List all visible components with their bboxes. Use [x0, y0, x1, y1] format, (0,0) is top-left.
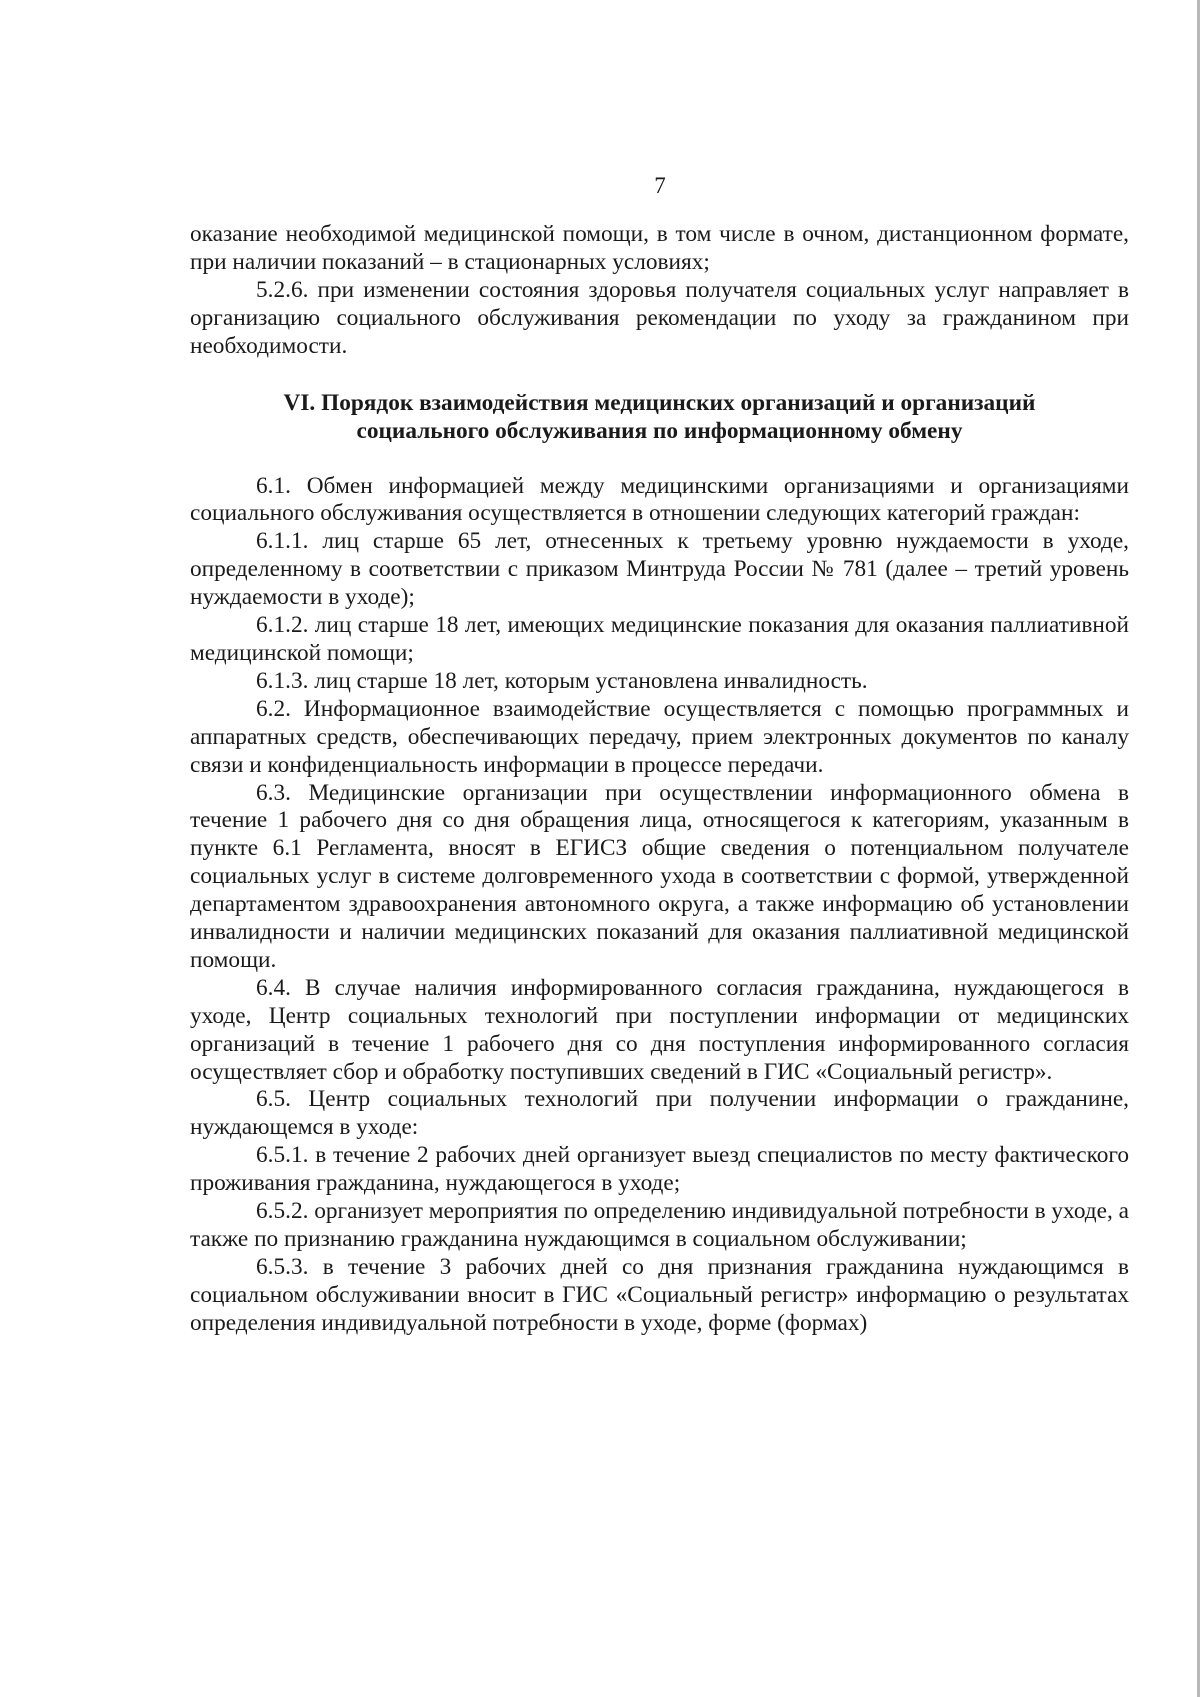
section-heading-line-1: VI. Порядок взаимодействия медицинских организаций и организаций: [283, 389, 1036, 416]
section-heading-line-2: социального обслуживания по информационному обмену: [356, 417, 963, 444]
document-body: [190, 221, 1129, 1338]
page-number: 7: [654, 173, 666, 198]
paragraph-6-5-2: 6.5.2. организует мероприятия по определению индивидуальной потребности в уходе, а также по признанию гражданина нуждающимся в социальном обслуживании;: [190, 1198, 1129, 1252]
paragraph-6-1-1: 6.1.1. лиц старше 65 лет, отнесенных к третьему уровню нуждаемости в уходе, определенному в соответствии с приказом Минтруда России № 781 (далее – третий уровень нуждаемости в уходе);: [190, 528, 1129, 611]
paragraph-6-5-1: 6.5.1. в течение 2 рабочих дней организует выезд специалистов по месту фактического проживания гражданина, нуждающегося в уходе;: [190, 1142, 1129, 1197]
intro-paragraph-1: оказание необходимой медицинской помощи, в том числе в очном, дистанционном формате, при наличии показаний – в стационарных условиях;: [190, 221, 1129, 275]
paragraph-6-4: 6.4. В случае наличия информированного согласия гражданина, нуждающегося в уходе, Центр социальных технологий при поступлении информации от медицинских организаций в течение 1 рабочего дня со дня поступления информированного согласия осуществляет сбор и обработку поступивших сведений в ГИС «Социальный регистр».: [190, 974, 1129, 1085]
paragraph-6-5: 6.5. Центр социальных технологий при получении информации о гражданине, нуждающемся в уходе:: [190, 1086, 1129, 1141]
spacer: [190, 361, 1129, 389]
paragraph-6-5-3: 6.5.3. в течение 3 рабочих дней со дня признания гражданина нуждающимся в социальном обслуживании вносит в ГИС «Социальный регистр» информацию о результатах определения индивидуальной потребности в уходе, форме (формах): [190, 1253, 1129, 1336]
paragraph-6-1-2: 6.1.2. лиц старше 18 лет, имеющих медицинские показания для оказания паллиативной медицинской помощи;: [190, 612, 1129, 666]
paragraph-6-1: 6.1. Обмен информацией между медицинскими организациями и организациями социального обслуживания осуществляется в отношении следующих категорий граждан:: [190, 472, 1129, 527]
paragraph-6-2: 6.2. Информационное взаимодействие осуществляется с помощью программных и аппаратных средств, обеспечивающих передачу, прием электронных документов по каналу связи и конфиденциальность информации в процессе передачи.: [190, 695, 1129, 778]
paragraph-6-3: 6.3. Медицинские организации при осуществлении информационного обмена в течение 1 рабочего дня со дня обращения лица, относящегося к категориям, указанным в пункте 6.1 Регламента, вносят в ЕГИСЗ общие сведения о потенциальном получателе социальных услуг в системе долговременного ухода в соответствии с формой, утвержденной департаментом здравоохранения автономного округа, а также информацию об установлении инвалидности и наличии медицинских показаний для оказания паллиативной медицинской помощи.: [190, 779, 1129, 973]
spacer: [190, 445, 1129, 473]
paragraph-6-1-3: 6.1.3. лиц старше 18 лет, которым установлена инвалидность.: [256, 667, 868, 694]
intro-paragraph-2: 5.2.6. при изменении состояния здоровья получателя социальных услуг направляет в организацию социального обслуживания рекомендации по уходу за гражданином при необходимости.: [190, 276, 1129, 359]
